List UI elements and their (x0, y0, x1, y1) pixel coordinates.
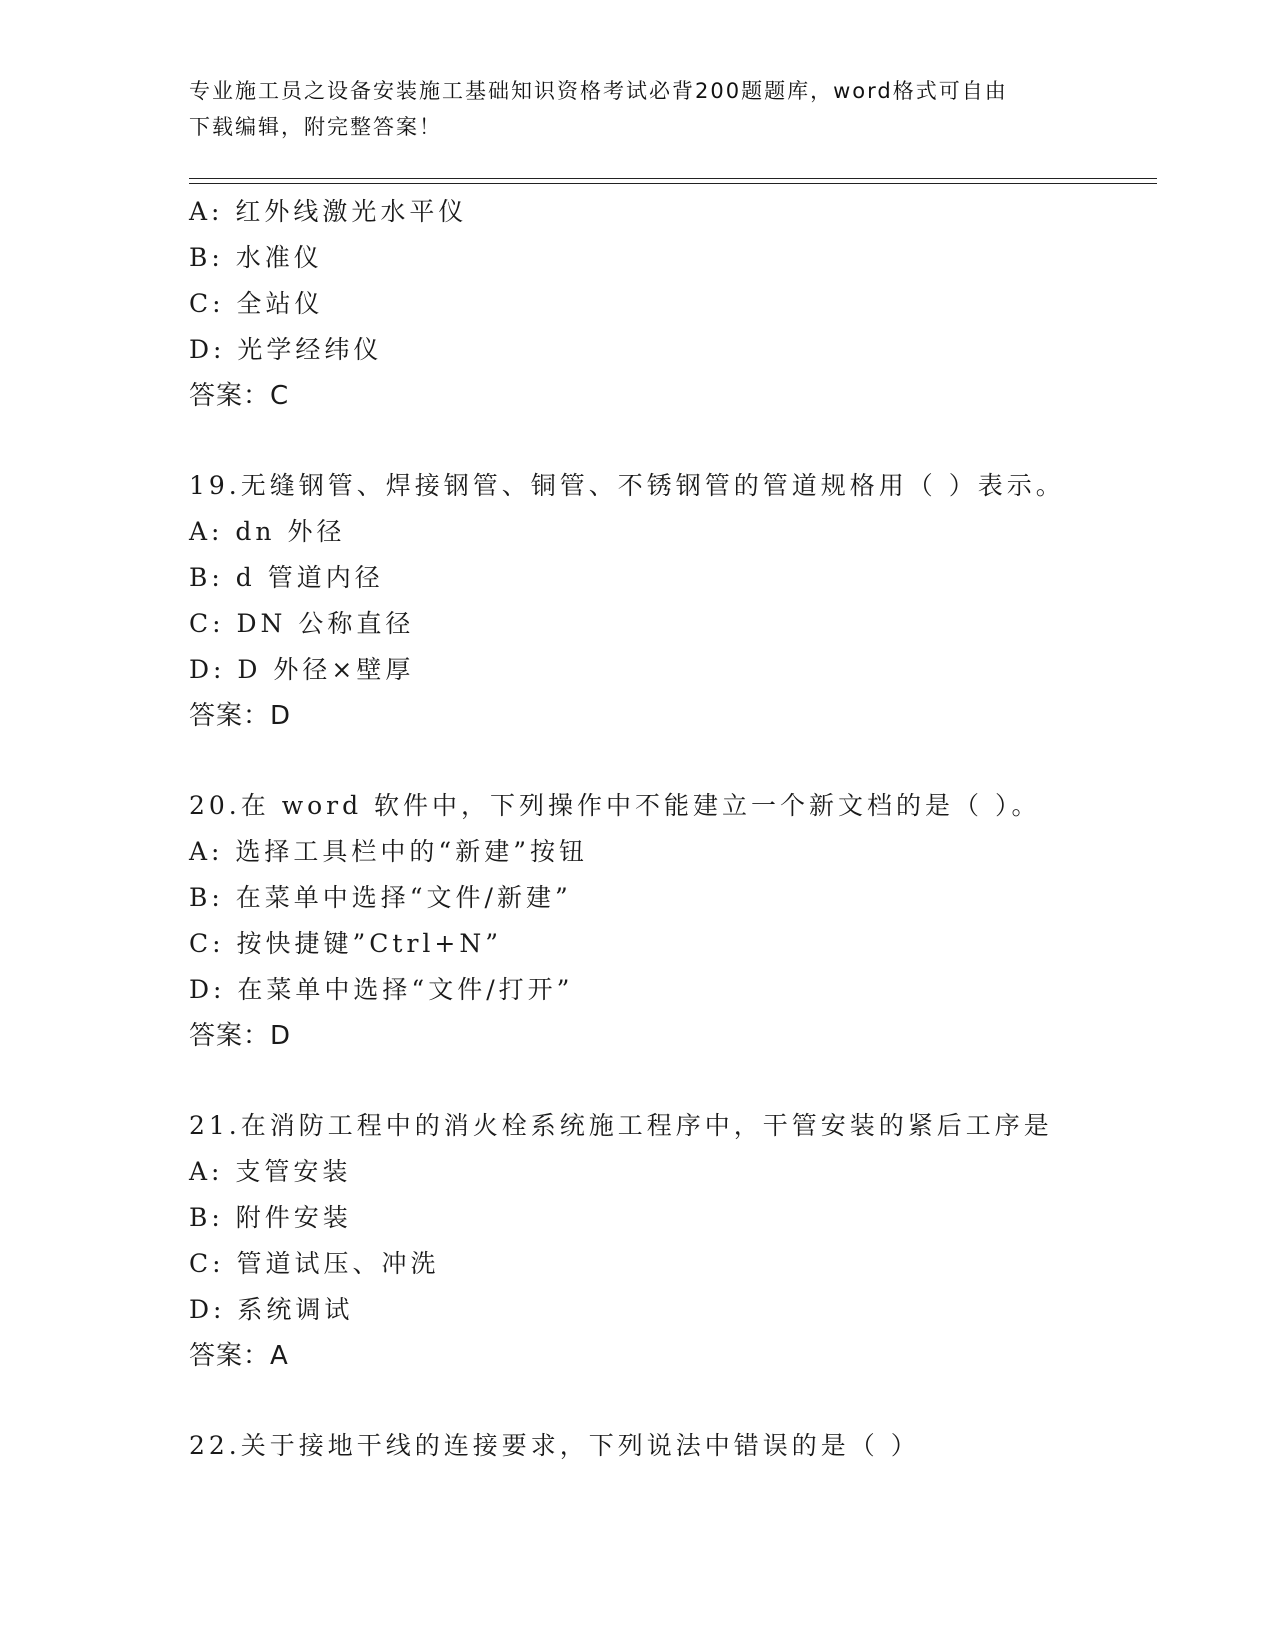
question-19 (189, 463, 1157, 739)
answer-label: 答案：D (189, 1021, 292, 1051)
answer-label: 答案：C (189, 381, 290, 411)
header-divider-bottom (189, 183, 1157, 184)
question-list (189, 189, 1157, 1469)
option-a: A: 选择工具栏中的“新建”按钮 (189, 837, 588, 866)
answer-label: 答案：D (189, 701, 292, 731)
option-d: D: 在菜单中选择“文件/打开” (189, 975, 574, 1004)
question-21 (189, 1103, 1157, 1379)
header-divider-top (189, 178, 1157, 179)
question-text: 22.关于接地干线的连接要求，下列说法中错误的是（ ） (189, 1431, 920, 1460)
document-header (189, 73, 1069, 145)
spacer (189, 419, 1157, 463)
answer-label: 答案：A (189, 1341, 289, 1371)
option-c: C: DN 公称直径 (189, 609, 415, 638)
option-a: A: dn 外径 (189, 517, 346, 546)
option-b: B: 在菜单中选择“文件/新建” (189, 883, 572, 912)
header-line-2: 下载编辑，附完整答案！ (189, 115, 442, 139)
option-d: D: 光学经纬仪 (189, 335, 383, 364)
option-b: B: 水准仪 (189, 243, 323, 272)
spacer (189, 1379, 1157, 1423)
option-b: B: d 管道内径 (189, 563, 384, 592)
spacer (189, 739, 1157, 783)
question-text: 19.无缝钢管、焊接钢管、铜管、不锈钢管的管道规格用（ ）表示。 (189, 471, 1065, 500)
option-b: B: 附件安装 (189, 1203, 352, 1232)
question-22 (189, 1423, 1157, 1469)
option-a: A: 红外线激光水平仪 (189, 197, 468, 226)
question-20 (189, 783, 1157, 1059)
question-text: 20.在 word 软件中，下列操作中不能建立一个新文档的是（ ）。 (189, 791, 1041, 820)
spacer (189, 1059, 1157, 1103)
option-a: A: 支管安装 (189, 1157, 352, 1186)
option-c: C: 全站仪 (189, 289, 324, 318)
option-c: C: 按快捷键”Ctrl+N” (189, 929, 503, 958)
option-d: D: D 外径×壁厚 (189, 655, 415, 684)
option-c: C: 管道试压、冲洗 (189, 1249, 440, 1278)
option-d: D: 系统调试 (189, 1295, 354, 1324)
question-18 (189, 189, 1157, 419)
header-line-1: 专业施工员之设备安装施工基础知识资格考试必背200题题库，word格式可自由 (189, 79, 1008, 103)
question-text: 21.在消防工程中的消火栓系统施工程序中，干管安装的紧后工序是 (189, 1111, 1053, 1140)
